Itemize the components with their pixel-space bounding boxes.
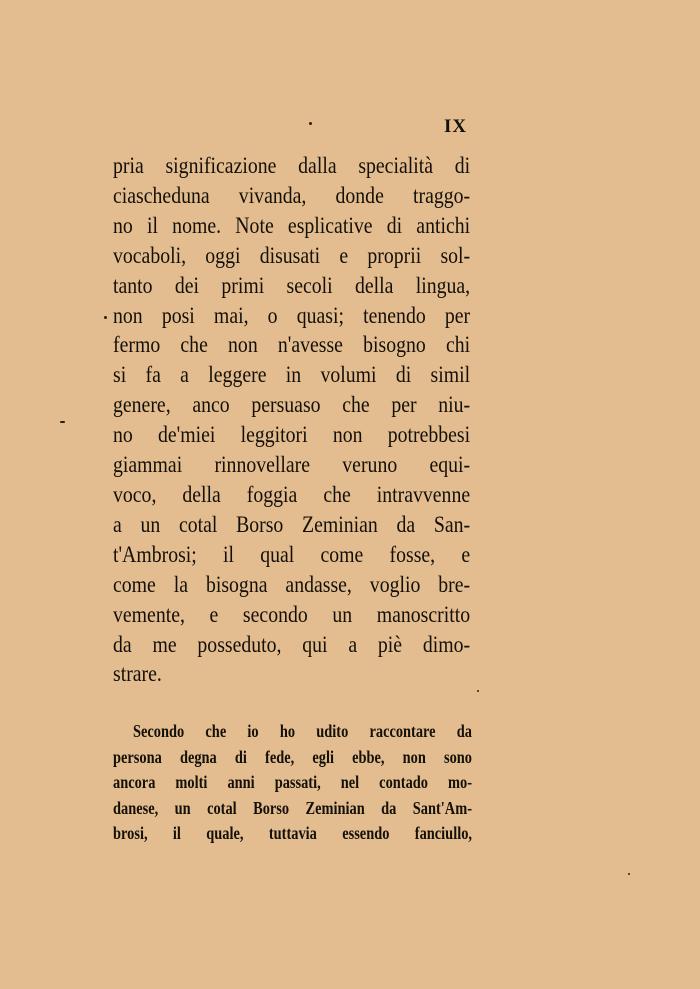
text-line: da me posseduto, qui a piè dimo-	[113, 631, 471, 657]
paper-speck	[104, 316, 107, 319]
paper-speck	[477, 690, 479, 692]
footnote-line: danese, un cotal Borso Zeminian da Sant'Am-	[113, 797, 472, 818]
main-text-block	[113, 151, 471, 689]
text-line: voco, della foggia che intravvenne	[113, 481, 471, 507]
text-line: vocaboli, oggi disusati e proprii sol-	[113, 242, 471, 268]
text-line: si fa a leggere in volumi di simil	[113, 362, 471, 388]
text-line: no de'miei leggitori non potrebbesi	[113, 422, 471, 448]
text-line: no il nome. Note esplicative di antichi	[113, 212, 471, 238]
paper-speck	[60, 421, 65, 423]
text-line: pria significazione dalla specialità di	[113, 153, 471, 178]
text-line: genere, anco persuaso che per niu-	[113, 392, 471, 418]
footnote-line: ancora molti anni passati, nel contado mo-	[113, 772, 472, 792]
text-line: giammai rinnovellare veruno equi-	[113, 452, 471, 478]
footnote-line: brosi, il quale, tuttavia essendo fanciullo,	[113, 823, 472, 843]
text-line: ciascheduna vivanda, donde traggo-	[113, 182, 471, 208]
text-line: fermo che non n'avesse bisogno chi	[113, 332, 471, 358]
text-line: vemente, e secondo un manoscritto	[113, 601, 471, 627]
paper-speck	[309, 122, 312, 125]
footnote-line: Secondo che io ho udito raccontare da	[133, 721, 472, 741]
paper-speck	[628, 873, 630, 875]
text-line: a un cotal Borso Zeminian da San-	[113, 511, 471, 537]
text-line: come la bisogna andasse, voglio bre-	[113, 571, 471, 597]
text-line: non posi mai, o quasi; tenendo per	[113, 302, 471, 328]
page-number: IX	[444, 116, 468, 137]
footnote-line: persona degna di fede, egli ebbe, non sono	[113, 746, 472, 767]
text-line: t'Ambrosi; il qual come fosse, e	[113, 541, 471, 567]
text-line: strare.	[113, 661, 162, 687]
text-line: tanto dei primi secoli della lingua,	[113, 272, 471, 298]
footnote-text-block	[113, 719, 472, 847]
